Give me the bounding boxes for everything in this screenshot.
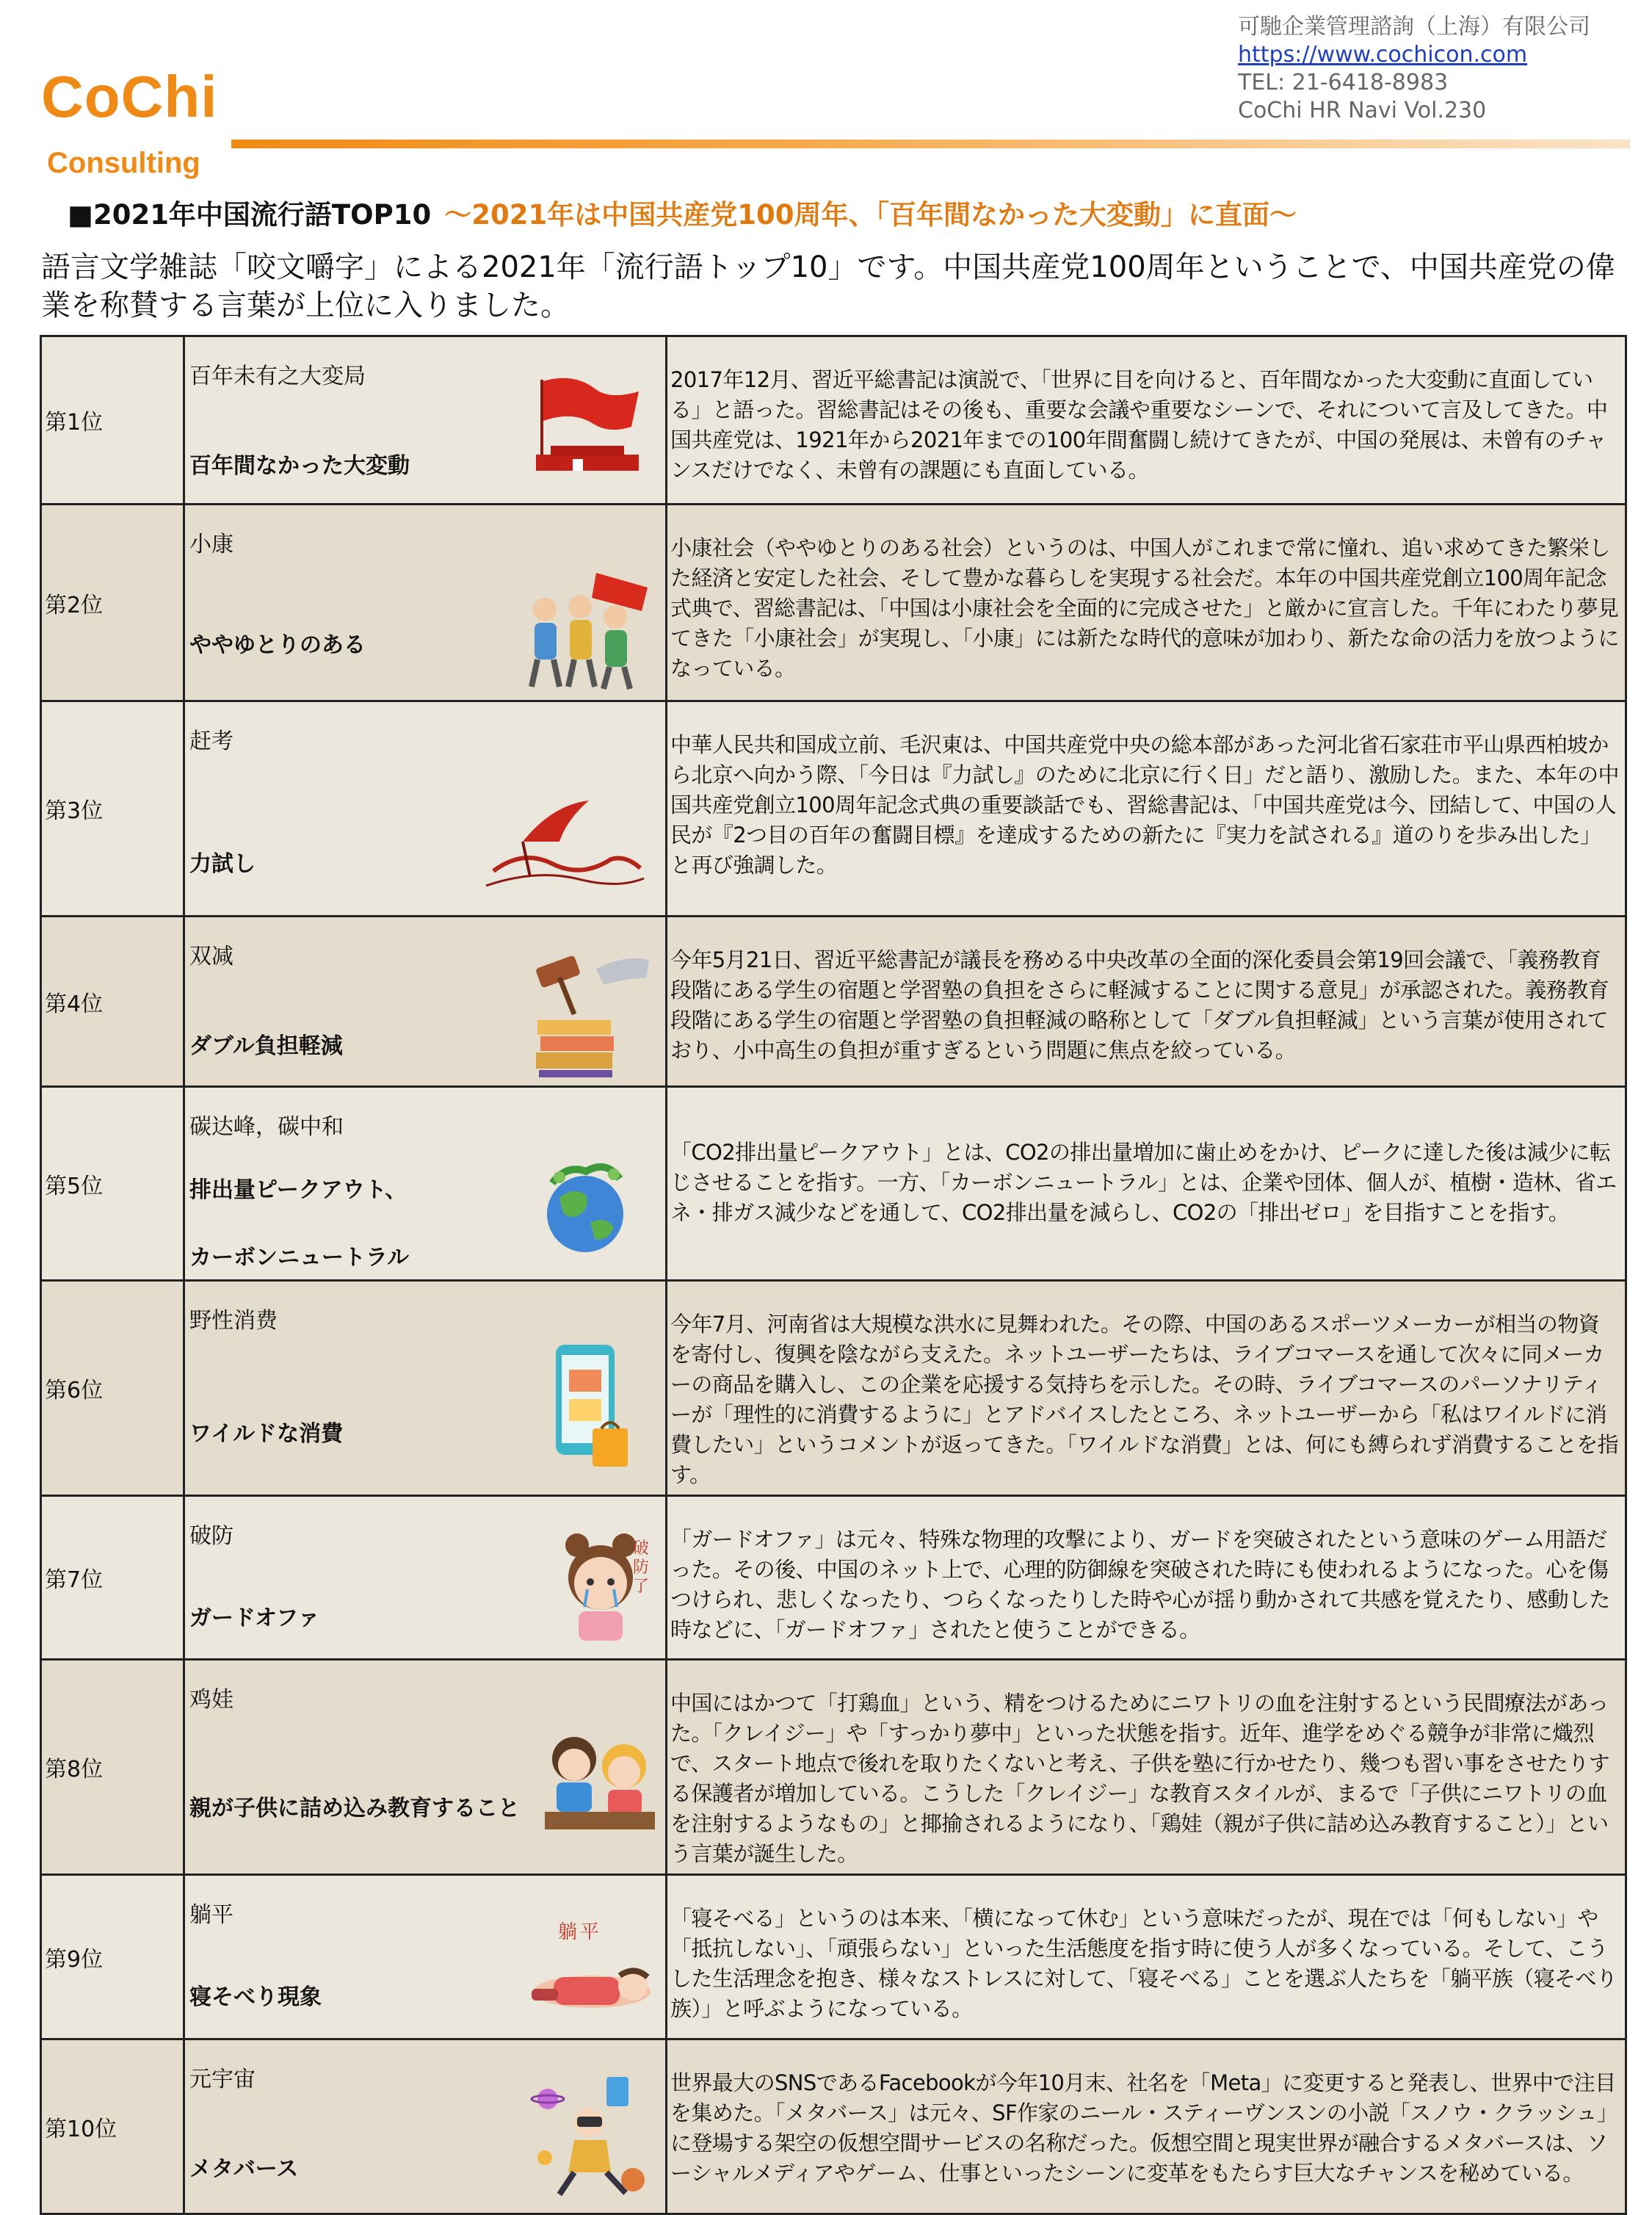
header-rule: [231, 140, 1630, 148]
rank-cell: 第3位: [41, 701, 184, 917]
chinese-word: 鸡娃: [189, 1687, 233, 1713]
chinese-word: 元宇宙: [189, 2067, 256, 2092]
chinese-word: 小康: [189, 532, 233, 557]
description-cell: 世界最大のSNSであるFacebookが今年10月末、社名を「Meta」に変更すると発表し、世界中で注目を集めた。「メタバース」は元々、SF作家のニール・スティーヴンスンの小説「スノウ・クラッシュ」に登場する架空の仮想空間サービスの名称だった。仮想空間と現実世界が融合するメタバースは、ソーシャルメディアやゲーム、仕事といったシーンに変革をもたらす巨大なチャンスを秘めている。: [667, 2039, 1626, 2214]
table-row: [41, 1281, 1626, 1496]
description-cell: 「CO2排出量ピークアウト」とは、CO2の排出量増加に歯止めをかけ、ピークに達した後は減少に転じさせることを指す。一方、「カーボンニュートラル」とは、企業や団体、個人が、植樹・造林、省エネ・排ガス減少などを通して、CO2排出量を減らし、CO2の「排出ゼロ」を目指すことを指す。: [667, 1087, 1626, 1281]
headline-sub: ～2021年は中国共産党100周年、「百年間なかった大変動」に直面～: [444, 199, 1297, 231]
description-cell: 「ガードオファ」は元々、特殊な物理的攻撃により、ガードを突破されたという意味のゲーム用語だった。その後、中国のネット上で、心理的防御線を突破された時にも使われるようになった。心を傷つけられ、悲しくなったり、つらくなったりした時や心が揺り動かされて共感を覚えたり、感動した時などに、「ガードオファ」されたと使うことができる。: [667, 1496, 1626, 1660]
japanese-word-line2: カーボンニュートラル: [189, 1245, 410, 1271]
logo-subtitle: Consulting: [47, 147, 200, 179]
buzzword-table: [40, 335, 1627, 2215]
japanese-word: ややゆとりのある: [189, 632, 366, 658]
chinese-word: 野性消费: [189, 1308, 278, 1334]
chinese-word: 赶考: [189, 729, 233, 754]
japanese-word: 百年間なかった大変動: [189, 453, 410, 479]
icon-caption: 破防了: [633, 1539, 650, 1596]
description-cell: 今年5月21日、習近平総書記が議長を務める中央改革の全面的深化委員会第19回会議で、「義務教育段階にある学生の宿題と学習塾の負担をさらに軽減することに関する意見」が承認された。義務教育段階にある学生の宿題と学習塾の負担軽減の略称として「ダブル負担軽減」という言葉が使用されており、小中高生の負担が重すぎるという問題に焦点を絞っている。: [667, 917, 1626, 1087]
table-row: [41, 701, 1626, 917]
table-row: [41, 336, 1626, 505]
description-cell: 小康社会（ややゆとりのある社会）というのは、中国人がこれまで常に憧れ、追い求めてきた繁栄した経済と安定した社会、そして豊かな暮らしを実現する社会だ。本年の中国共産党創立100周年記念式典で、習総書記は、「中国は小康社会を全面的に完成させた」と厳かに宣言した。千年にわたり夢見てきた「小康社会」が実現し、「小康」には新たな時代的意味が加わり、新たな命の活力を放つようになっている。: [667, 505, 1626, 701]
issue-label: CoChi HR Navi Vol.230: [1238, 98, 1487, 123]
rank-cell: 第10位: [41, 2039, 184, 2214]
word-cell: [184, 1087, 667, 1281]
logo: CoChi: [41, 64, 218, 129]
japanese-word: ダブル負担軽減: [189, 1033, 343, 1059]
japanese-word: 寝そべり現象: [189, 1984, 322, 2010]
rank-cell: 第5位: [41, 1087, 184, 1281]
description-cell: 中国にはかつて「打鶏血」という、精をつけるためにニワトリの血を注射するという民間療法があった。「クレイジー」や「すっかり夢中」といった状態を指す。近年、進学をめぐる競争が非常に熾烈で、スタート地点で後れを取りたくないと考え、子供を塾に行かせたり、幾つも習い事をさせたりする保護者が増加している。こうした「クレイジー」な教育スタイルが、まるで「子供にニワトリの血を注射するようなもの」と揶揄されるようになり、「鶏娃（親が子供に詰め込み教育すること）」という言葉が誕生した。: [667, 1660, 1626, 1875]
word-cell: [184, 1496, 667, 1660]
mother-child-study-icon: [537, 1730, 662, 1832]
chinese-word: 碳达峰，碳中和: [189, 1114, 344, 1140]
chinese-word: 百年未有之大変局: [189, 364, 366, 389]
japanese-word: 力試し: [189, 851, 256, 877]
description-cell: 2017年12月、習近平総書記は演説で、「世界に目を向けると、百年間なかった大変動に直面している」と語った。習総書記はその後も、重要な会議や重要なシーンで、それについて言及してきた。中国共産党は、1921年から2021年までの100年間奮闘し続けてきたが、中国の発展は、未曾有のチャンスだけでなく、未曾有の課題にも直面している。: [667, 336, 1626, 505]
rank-cell: 第6位: [41, 1281, 184, 1496]
japanese-word: 親が子供に詰め込み教育すること: [189, 1796, 520, 1821]
rank-cell: 第9位: [41, 1875, 184, 2039]
table-row: [41, 2039, 1626, 2214]
company-tel: TEL: 21-6418-8983: [1238, 70, 1449, 95]
metaverse-vr-icon: [530, 2070, 655, 2202]
chinese-word: 躺平: [189, 1902, 233, 1928]
headline: [68, 197, 1297, 234]
marching-people-icon: [515, 566, 655, 694]
word-cell: [184, 1281, 667, 1496]
headline-main: ■2021年中国流行語TOP10: [68, 199, 432, 231]
word-cell: [184, 701, 667, 917]
description-cell: 「寝そべる」というのは本来、「横になって休む」という意味だったが、現在では「何もしない」や「抵抗しない」、「頑張らない」といった生活態度を指す時に使う人が多くなっている。そして、こうした生活理念を抱き、様々なストレスに対して、「寝そべる」ことを選ぶ人たちを「躺平族（寝そべり族）」と呼ぶようになっている。: [667, 1875, 1626, 2039]
chinese-word: 破防: [189, 1523, 233, 1549]
table-row: [41, 505, 1626, 701]
icon-caption: 躺平: [558, 1921, 603, 1943]
table-row: [41, 1496, 1626, 1660]
word-cell: [184, 336, 667, 505]
gavel-books-icon: [530, 947, 655, 1079]
word-cell: [184, 2039, 667, 2214]
chinese-word: 双减: [189, 944, 233, 969]
japanese-word: 排出量ピークアウト、: [189, 1177, 407, 1203]
word-cell: [184, 505, 667, 701]
lying-person-icon: [524, 1946, 656, 2020]
word-cell: [184, 1660, 667, 1875]
rank-cell: 第7位: [41, 1496, 184, 1660]
company-info: [1238, 13, 1634, 125]
flag-wall-icon: [479, 798, 648, 893]
rank-cell: 第4位: [41, 917, 184, 1087]
rank-cell: 第1位: [41, 336, 184, 505]
word-cell: [184, 1875, 667, 2039]
japanese-word: ワイルドな消費: [189, 1421, 344, 1447]
phone-shopping-icon: [548, 1340, 637, 1473]
table-row: [41, 1087, 1626, 1281]
table-row: [41, 1875, 1626, 2039]
word-cell: [184, 917, 667, 1087]
red-flag-gate-icon: [529, 372, 646, 475]
japanese-word: ガードオファ: [189, 1605, 320, 1631]
rank-cell: 第2位: [41, 505, 184, 701]
japanese-word: メタバース: [189, 2156, 299, 2182]
description-cell: 今年7月、河南省は大規模な洪水に見舞われた。その際、中国のあるスポーツメーカーが相当の物資を寄付し、復興を陰ながら支えた。ネットユーザーたちは、ライブコマースを通して次々に同メーカーの商品を購入し、この企業を応援する気持ちを示した。その時、ライブコマースのパーソナリティーが「理性的に消費するように」とアドバイスしたところ、ネットユーザーから「私はワイルドに消費したい」というコメントが返ってきた。「ワイルドな消費」とは、何にも縛られず消費することを指す。: [667, 1281, 1626, 1496]
table-row: [41, 917, 1626, 1087]
company-url-link[interactable]: https://www.cochicon.com: [1238, 42, 1528, 68]
intro-text: 語言文学雑誌「咬文嚼字」による2021年「流行語トップ10」です。中国共産党100周年ということで、中国共産党の偉業を称賛する言葉が上位に入りました。: [41, 250, 1615, 322]
table-row: [41, 1660, 1626, 1875]
rank-cell: 第8位: [41, 1660, 184, 1875]
green-earth-icon: [537, 1157, 633, 1260]
company-name: 可馳企業管理諮詢（上海）有限公司: [1238, 14, 1590, 40]
description-cell: 中華人民共和国成立前、毛沢東は、中国共産党中央の総本部があった河北省石家荘市平山県西柏坡から北京へ向かう際、「今日は『力試し』のために北京に行く日」だと語り、激励した。また、本年の中国共産党創立100周年記念式典の重要談話でも、習総書記は、「中国共産党は今、団結して、中国の人民が『2つ目の百年の奮闘目標』を達成するための新たに『実力を試される』道のりを歩み出した」と再び強調した。: [667, 701, 1626, 917]
